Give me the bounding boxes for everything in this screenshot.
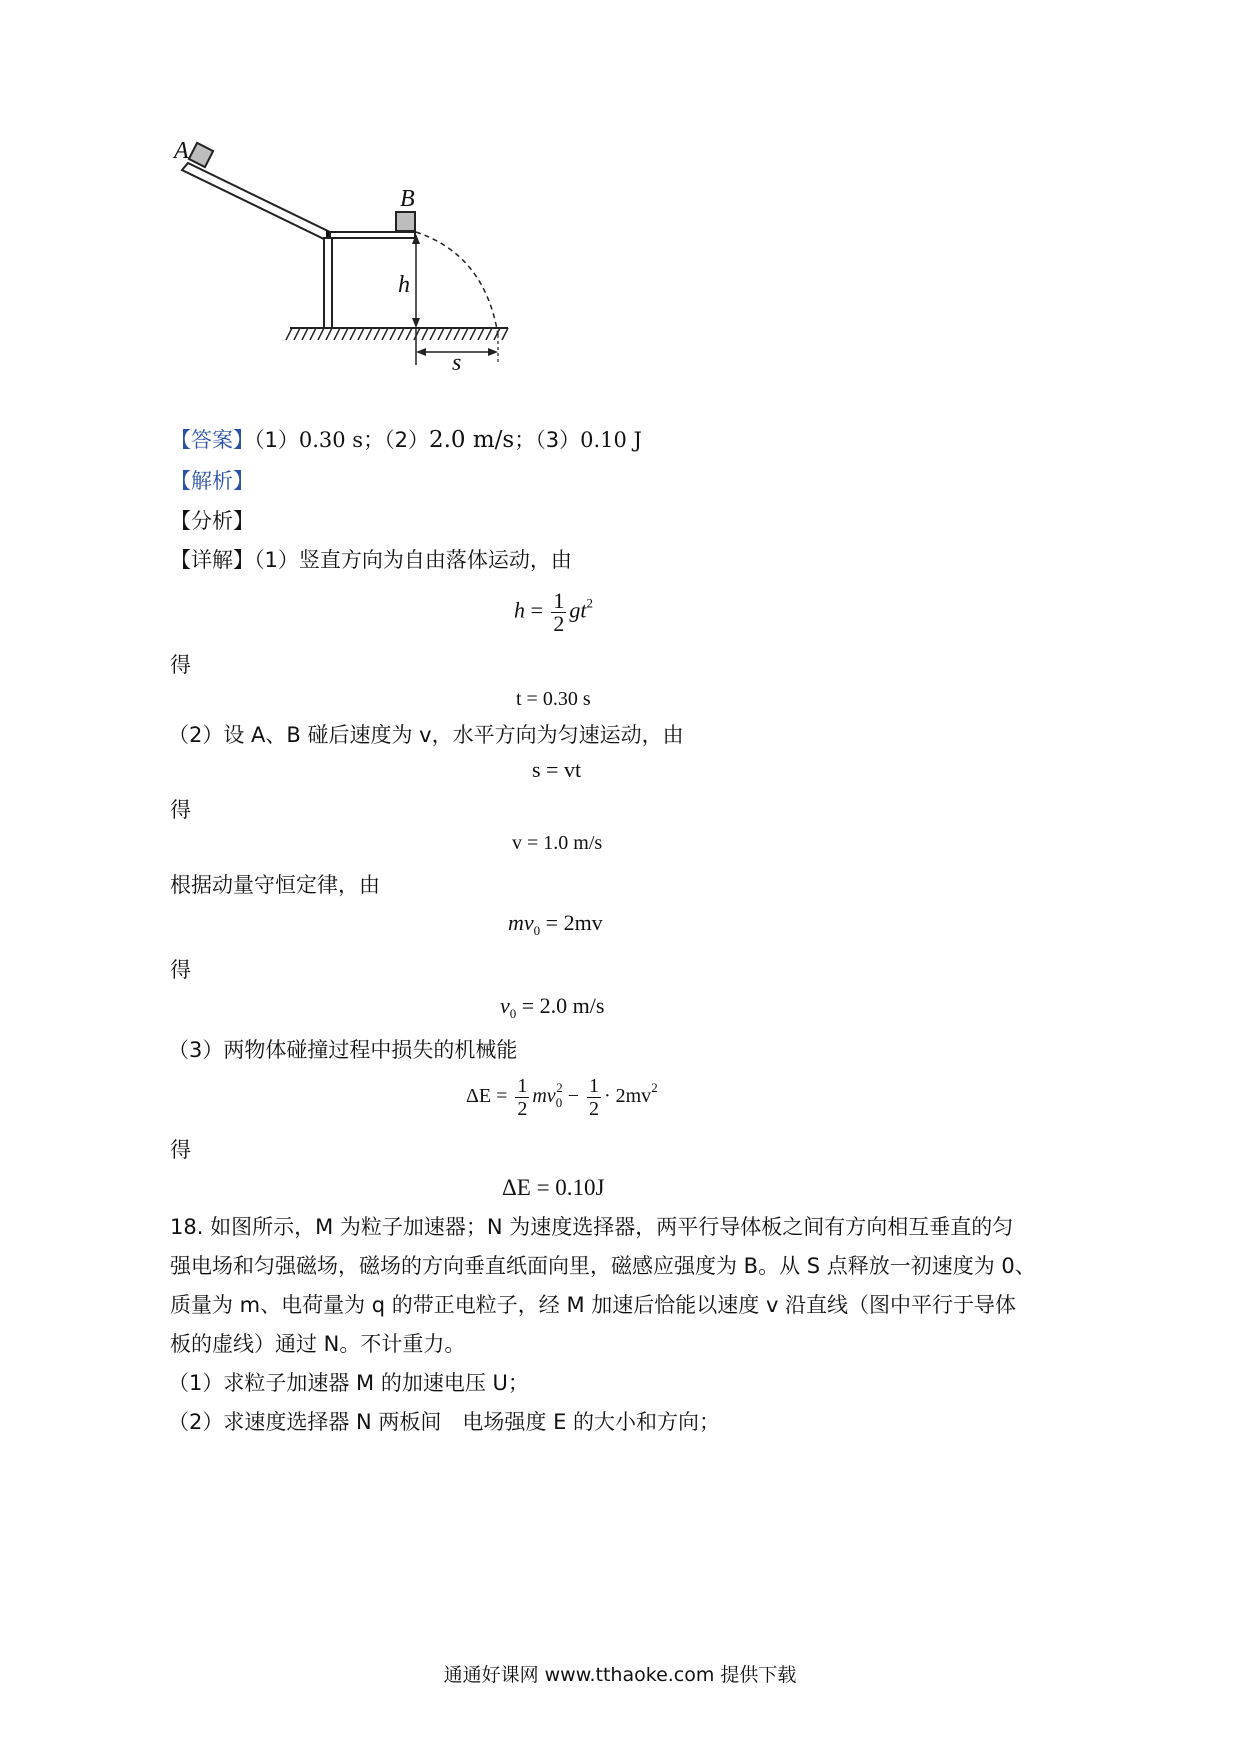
detail-line4: （3）两物体碰撞过程中损失的机械能 bbox=[168, 1038, 518, 1062]
equation-t: t = 0.30 s bbox=[516, 688, 591, 710]
detail-tag: 【详解】 bbox=[170, 548, 254, 572]
q18-sub2: （2）求速度选择器 N 两板间 电场强度 E 的大小和方向； bbox=[168, 1410, 721, 1434]
trajectory-curve bbox=[416, 232, 498, 335]
block-b bbox=[396, 212, 415, 231]
block-a bbox=[189, 143, 213, 167]
label-s: s bbox=[452, 350, 462, 376]
equation-v: v = 1.0 m/s bbox=[512, 832, 603, 854]
detail-line2: （2）设 A、B 碰后速度为 v，水平方向为匀速运动，由 bbox=[168, 723, 684, 747]
table-leg bbox=[324, 238, 332, 328]
q18-line1: 18. 如图所示，M 为粒子加速器；N 为速度选择器，两平行导体板之间有方向相互垂直的匀 bbox=[170, 1215, 1014, 1239]
de-1: 得 bbox=[170, 653, 191, 677]
answer-part2: 2.0 m/s bbox=[428, 427, 515, 453]
label-b: B bbox=[400, 186, 415, 212]
detail-line1: 【详解】（1）竖直方向为自由落体运动，由 bbox=[170, 548, 572, 572]
footer-source: 通通好课网 www.tthaoke.com 提供下载 bbox=[443, 1664, 797, 1686]
q18-line3: 质量为 m、电荷量为 q 的带正电粒子，经 M 加速后恰能以速度 v 沿直线（图中平行于导体 bbox=[170, 1293, 1017, 1317]
de-4: 得 bbox=[170, 1138, 191, 1162]
equation-delta-e-result: ΔE = 0.10J bbox=[502, 1175, 605, 1200]
answer-part3: 0.10 J bbox=[580, 428, 642, 452]
de-2: 得 bbox=[170, 798, 191, 822]
table-top bbox=[330, 232, 415, 238]
q18-sub1: （1）求粒子加速器 M 的加速电压 U； bbox=[168, 1371, 529, 1395]
label-a: A bbox=[174, 138, 189, 164]
incline-figure bbox=[170, 130, 570, 420]
de-3: 得 bbox=[170, 958, 191, 982]
detail-line3: 根据动量守恒定律，由 bbox=[170, 873, 380, 897]
incline-board bbox=[182, 163, 334, 241]
jiexi-tag: 【解析】 bbox=[170, 469, 254, 493]
label-h: h bbox=[398, 272, 410, 298]
ground-hatch bbox=[286, 328, 508, 340]
equation-delta-e: ΔE = $\frac{1}{2}$ $mv_0^2$ − $\frac{1}{2}$ · $2mv^2$ bbox=[466, 1075, 658, 1120]
answer-tag: 【答案】 bbox=[170, 428, 254, 452]
answer-part1: 0.30 s bbox=[298, 428, 364, 452]
answer-line: 【答案】（1）0.30 s；（2）2.0 m/s；（3）0.10 J bbox=[170, 427, 642, 453]
equation-h: h = $\frac{1}{2}$ $gt^2$ bbox=[514, 588, 594, 636]
q18-line4: 板的虚线）通过 N。不计重力。 bbox=[170, 1332, 466, 1356]
equation-s: s = vt bbox=[532, 757, 582, 782]
equation-v0: $v_0 = 2.0$ m/s bbox=[500, 993, 605, 1021]
fenxi-tag: 【分析】 bbox=[170, 509, 254, 533]
q18-line2: 强电场和匀强磁场，磁场的方向垂直纸面向里，磁感应强度为 B。从 S 点释放一初速度为 0、 bbox=[170, 1254, 1036, 1278]
equation-momentum: $mv_0 = 2mv$ bbox=[508, 910, 603, 938]
